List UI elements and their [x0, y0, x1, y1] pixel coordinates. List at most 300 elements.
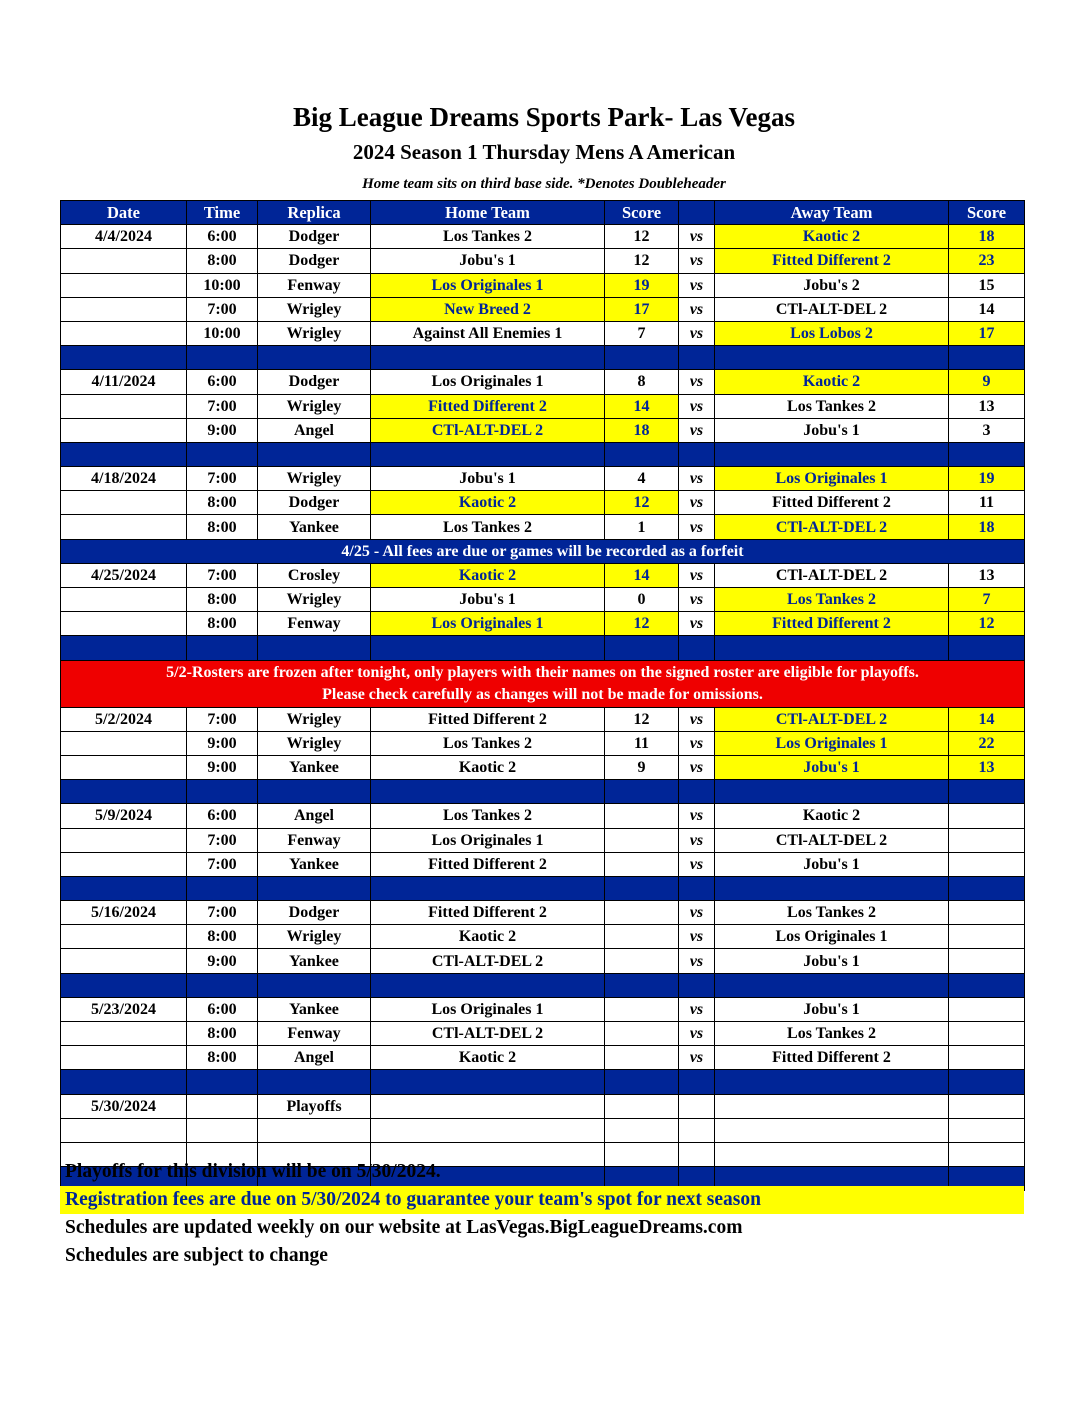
separator-cell	[605, 1070, 679, 1094]
separator-cell	[605, 636, 679, 660]
separator-cell	[371, 876, 605, 900]
versus-label: vs	[679, 418, 715, 442]
home-team	[371, 1118, 605, 1142]
away-score	[949, 852, 1025, 876]
game-time: 7:00	[187, 852, 258, 876]
home-team	[371, 1094, 605, 1118]
game-time: 7:00	[187, 828, 258, 852]
playoffs-note-text: Playoffs for this division will be on 5/30/2024.	[65, 1161, 441, 1182]
game-field: Wrigley	[258, 467, 371, 491]
away-score: 18	[949, 225, 1025, 249]
game-field: Yankee	[258, 515, 371, 539]
game-row	[61, 249, 1025, 273]
game-row	[61, 828, 1025, 852]
game-date: 5/9/2024	[61, 804, 187, 828]
separator-cell	[605, 973, 679, 997]
away-score	[949, 949, 1025, 973]
versus-label: vs	[679, 394, 715, 418]
versus-label: vs	[679, 467, 715, 491]
versus-label: vs	[679, 612, 715, 636]
away-score	[949, 1022, 1025, 1046]
separator-cell	[187, 442, 258, 466]
separator-cell	[258, 1070, 371, 1094]
away-score: 12	[949, 612, 1025, 636]
game-date: 4/25/2024	[61, 563, 187, 587]
versus-label: vs	[679, 515, 715, 539]
home-score: 7	[605, 321, 679, 345]
separator-cell	[187, 780, 258, 804]
game-date	[61, 612, 187, 636]
game-time: 6:00	[187, 804, 258, 828]
column-header-time: Time	[187, 201, 258, 225]
home-team: Jobu's 1	[371, 467, 605, 491]
home-team: Los Tankes 2	[371, 731, 605, 755]
home-team: Against All Enemies 1	[371, 321, 605, 345]
game-time: 6:00	[187, 370, 258, 394]
home-score: 17	[605, 297, 679, 321]
game-date	[61, 321, 187, 345]
game-date	[61, 1046, 187, 1070]
separator-cell	[61, 442, 187, 466]
separator-cell	[61, 346, 187, 370]
separator-cell	[187, 876, 258, 900]
game-row	[61, 755, 1025, 779]
away-team: Fitted Different 2	[715, 612, 949, 636]
game-row	[61, 588, 1025, 612]
versus-label: vs	[679, 852, 715, 876]
game-row	[61, 949, 1025, 973]
home-team: New Breed 2	[371, 297, 605, 321]
home-team: Fitted Different 2	[371, 852, 605, 876]
separator-cell	[371, 346, 605, 370]
versus-label: vs	[679, 370, 715, 394]
home-team: Kaotic 2	[371, 1046, 605, 1070]
away-team: CTl-ALT-DEL 2	[715, 828, 949, 852]
game-time: 6:00	[187, 997, 258, 1021]
game-row	[61, 707, 1025, 731]
away-team: Jobu's 1	[715, 852, 949, 876]
column-header-vs	[679, 201, 715, 225]
game-date: 5/23/2024	[61, 997, 187, 1021]
away-team: Kaotic 2	[715, 225, 949, 249]
away-score	[949, 804, 1025, 828]
separator-row	[61, 636, 1025, 660]
game-time	[187, 1118, 258, 1142]
away-team: Jobu's 1	[715, 949, 949, 973]
away-score: 23	[949, 249, 1025, 273]
game-row	[61, 467, 1025, 491]
home-score: 12	[605, 612, 679, 636]
game-field: Yankee	[258, 755, 371, 779]
game-date	[61, 249, 187, 273]
website-note	[60, 1214, 1024, 1242]
separator-cell	[679, 442, 715, 466]
game-date: 5/16/2024	[61, 901, 187, 925]
game-row	[61, 997, 1025, 1021]
home-team: Los Originales 1	[371, 997, 605, 1021]
game-row	[61, 394, 1025, 418]
game-row	[61, 297, 1025, 321]
separator-cell	[715, 346, 949, 370]
game-time: 7:00	[187, 563, 258, 587]
home-score	[605, 804, 679, 828]
home-team: Fitted Different 2	[371, 394, 605, 418]
separator-cell	[258, 636, 371, 660]
versus-label: vs	[679, 225, 715, 249]
home-score	[605, 828, 679, 852]
separator-cell	[371, 780, 605, 804]
home-team: CTl-ALT-DEL 2	[371, 418, 605, 442]
game-date	[61, 1022, 187, 1046]
game-row	[61, 491, 1025, 515]
game-field: Yankee	[258, 949, 371, 973]
separator-cell	[258, 973, 371, 997]
column-header-home-team: Home Team	[371, 201, 605, 225]
away-score	[949, 925, 1025, 949]
game-field: Fenway	[258, 828, 371, 852]
versus-label: vs	[679, 1046, 715, 1070]
game-field: Dodger	[258, 225, 371, 249]
away-team: CTl-ALT-DEL 2	[715, 563, 949, 587]
schedule-body	[61, 225, 1025, 1191]
away-score: 9	[949, 370, 1025, 394]
registration-note-text: Registration fees are due on 5/30/2024 to guarantee your team's spot for next season	[65, 1189, 761, 1210]
game-date	[61, 1118, 187, 1142]
home-team: CTl-ALT-DEL 2	[371, 1022, 605, 1046]
versus-label: vs	[679, 588, 715, 612]
roster-notice-line: Please check carefully as changes will not be made for omissions.	[322, 685, 763, 703]
game-time: 8:00	[187, 588, 258, 612]
separator-cell	[949, 636, 1025, 660]
separator-cell	[371, 1070, 605, 1094]
home-team: Los Originales 1	[371, 612, 605, 636]
game-date: 4/11/2024	[61, 370, 187, 394]
game-time: 9:00	[187, 949, 258, 973]
separator-cell	[715, 1070, 949, 1094]
roster-notice-row	[61, 660, 1025, 707]
game-time: 8:00	[187, 491, 258, 515]
game-field: Dodger	[258, 370, 371, 394]
game-row	[61, 321, 1025, 345]
home-team: CTl-ALT-DEL 2	[371, 949, 605, 973]
game-time: 8:00	[187, 1046, 258, 1070]
game-row	[61, 852, 1025, 876]
versus-label: vs	[679, 804, 715, 828]
column-header-away-score: Score	[949, 201, 1025, 225]
versus-label: vs	[679, 249, 715, 273]
versus-label: vs	[679, 563, 715, 587]
separator-cell	[61, 973, 187, 997]
game-row	[61, 1022, 1025, 1046]
game-date	[61, 297, 187, 321]
separator-row	[61, 442, 1025, 466]
away-team: Los Tankes 2	[715, 901, 949, 925]
schedule-change-note	[60, 1242, 1024, 1270]
home-team: Los Tankes 2	[371, 515, 605, 539]
home-team-note: Home team sits on third base side. *Denotes Doubleheader	[362, 176, 726, 192]
away-score: 18	[949, 515, 1025, 539]
home-score	[605, 949, 679, 973]
game-time: 8:00	[187, 612, 258, 636]
game-field: Yankee	[258, 852, 371, 876]
game-field: Wrigley	[258, 297, 371, 321]
playoffs-note	[60, 1158, 1024, 1186]
game-row	[61, 418, 1025, 442]
game-row	[61, 804, 1025, 828]
home-score	[605, 852, 679, 876]
away-team: Kaotic 2	[715, 370, 949, 394]
separator-cell	[371, 442, 605, 466]
game-field: Wrigley	[258, 321, 371, 345]
separator-cell	[258, 876, 371, 900]
home-score	[605, 1022, 679, 1046]
game-date: 4/4/2024	[61, 225, 187, 249]
game-row	[61, 731, 1025, 755]
game-date: 5/2/2024	[61, 707, 187, 731]
home-score: 19	[605, 273, 679, 297]
page-title: Big League Dreams Sports Park- Las Vegas	[292, 102, 796, 132]
game-field: Fenway	[258, 1022, 371, 1046]
game-date	[61, 273, 187, 297]
game-date: 5/30/2024	[61, 1094, 187, 1118]
game-time: 7:00	[187, 707, 258, 731]
game-time: 7:00	[187, 297, 258, 321]
away-team: Jobu's 1	[715, 755, 949, 779]
game-row	[61, 225, 1025, 249]
game-row	[61, 273, 1025, 297]
away-score	[949, 828, 1025, 852]
home-score	[605, 1094, 679, 1118]
versus-label: vs	[679, 901, 715, 925]
away-team: Los Tankes 2	[715, 588, 949, 612]
away-team: Los Originales 1	[715, 925, 949, 949]
separator-cell	[605, 876, 679, 900]
home-score: 8	[605, 370, 679, 394]
roster-notice	[61, 660, 1025, 707]
away-team: Los Tankes 2	[715, 394, 949, 418]
away-team: Los Originales 1	[715, 731, 949, 755]
game-time: 7:00	[187, 467, 258, 491]
home-team: Los Tankes 2	[371, 804, 605, 828]
column-header-away-team: Away Team	[715, 201, 949, 225]
game-time: 9:00	[187, 731, 258, 755]
game-time: 8:00	[187, 1022, 258, 1046]
home-score: 12	[605, 707, 679, 731]
away-score	[949, 1118, 1025, 1142]
separator-cell	[605, 780, 679, 804]
game-date: 4/18/2024	[61, 467, 187, 491]
game-field: Wrigley	[258, 731, 371, 755]
separator-cell	[949, 780, 1025, 804]
game-row	[61, 925, 1025, 949]
away-team: CTl-ALT-DEL 2	[715, 515, 949, 539]
game-date	[61, 588, 187, 612]
separator-cell	[949, 876, 1025, 900]
game-time	[187, 1094, 258, 1118]
away-team: Kaotic 2	[715, 804, 949, 828]
away-team: Fitted Different 2	[715, 1046, 949, 1070]
game-time: 10:00	[187, 321, 258, 345]
home-score	[605, 901, 679, 925]
home-score: 11	[605, 731, 679, 755]
separator-cell	[187, 346, 258, 370]
separator-row	[61, 346, 1025, 370]
game-field: Fenway	[258, 273, 371, 297]
separator-cell	[679, 636, 715, 660]
separator-cell	[949, 973, 1025, 997]
home-team: Los Originales 1	[371, 370, 605, 394]
separator-cell	[715, 780, 949, 804]
home-team: Los Originales 1	[371, 273, 605, 297]
home-score	[605, 997, 679, 1021]
away-score: 19	[949, 467, 1025, 491]
away-score	[949, 997, 1025, 1021]
game-date	[61, 852, 187, 876]
separator-cell	[679, 973, 715, 997]
separator-cell	[715, 636, 949, 660]
separator-row	[61, 876, 1025, 900]
separator-cell	[187, 1070, 258, 1094]
game-date	[61, 418, 187, 442]
away-score: 13	[949, 755, 1025, 779]
versus-label	[679, 1094, 715, 1118]
separator-cell	[258, 442, 371, 466]
away-team: Fitted Different 2	[715, 249, 949, 273]
home-team: Kaotic 2	[371, 925, 605, 949]
away-team: Jobu's 1	[715, 997, 949, 1021]
game-field: Yankee	[258, 997, 371, 1021]
separator-row	[61, 1070, 1025, 1094]
home-score: 4	[605, 467, 679, 491]
versus-label: vs	[679, 491, 715, 515]
page-subtitle: 2024 Season 1 Thursday Mens A American	[352, 140, 736, 164]
game-row	[61, 1046, 1025, 1070]
game-row	[61, 563, 1025, 587]
game-field: Dodger	[258, 249, 371, 273]
separator-cell	[61, 876, 187, 900]
separator-cell	[187, 973, 258, 997]
home-score	[605, 1046, 679, 1070]
home-score: 9	[605, 755, 679, 779]
column-header-home-score: Score	[605, 201, 679, 225]
game-date	[61, 925, 187, 949]
away-score: 22	[949, 731, 1025, 755]
away-score: 17	[949, 321, 1025, 345]
column-header-date: Date	[61, 201, 187, 225]
away-score: 13	[949, 563, 1025, 587]
separator-cell	[679, 780, 715, 804]
fee-notice-row	[61, 539, 1025, 563]
game-time: 7:00	[187, 901, 258, 925]
home-score	[605, 1118, 679, 1142]
home-score: 1	[605, 515, 679, 539]
separator-cell	[258, 346, 371, 370]
separator-row	[61, 780, 1025, 804]
home-score: 14	[605, 563, 679, 587]
versus-label: vs	[679, 731, 715, 755]
away-team	[715, 1094, 949, 1118]
away-team: Jobu's 2	[715, 273, 949, 297]
game-time: 9:00	[187, 418, 258, 442]
game-date	[61, 515, 187, 539]
game-time: 8:00	[187, 249, 258, 273]
away-score: 3	[949, 418, 1025, 442]
away-team: Los Originales 1	[715, 467, 949, 491]
away-score	[949, 1094, 1025, 1118]
game-time: 9:00	[187, 755, 258, 779]
game-field: Fenway	[258, 612, 371, 636]
game-row	[61, 370, 1025, 394]
separator-cell	[258, 780, 371, 804]
away-team: Jobu's 1	[715, 418, 949, 442]
versus-label: vs	[679, 707, 715, 731]
separator-cell	[679, 876, 715, 900]
separator-cell	[949, 346, 1025, 370]
home-team: Kaotic 2	[371, 491, 605, 515]
separator-cell	[371, 636, 605, 660]
separator-cell	[61, 636, 187, 660]
away-team	[715, 1118, 949, 1142]
away-score: 11	[949, 491, 1025, 515]
game-row	[61, 1118, 1025, 1142]
separator-cell	[61, 1070, 187, 1094]
versus-label	[679, 1118, 715, 1142]
separator-cell	[715, 973, 949, 997]
registration-note	[60, 1186, 1024, 1214]
fee-notice: 4/25 - All fees are due or games will be recorded as a forfeit	[61, 539, 1025, 563]
away-score: 13	[949, 394, 1025, 418]
home-team: Jobu's 1	[371, 588, 605, 612]
separator-cell	[605, 346, 679, 370]
home-team: Los Originales 1	[371, 828, 605, 852]
separator-cell	[949, 1070, 1025, 1094]
game-field: Angel	[258, 418, 371, 442]
schedule-table	[60, 200, 1025, 1191]
home-score: 12	[605, 491, 679, 515]
game-time: 6:00	[187, 225, 258, 249]
game-field: Crosley	[258, 563, 371, 587]
game-date	[61, 828, 187, 852]
versus-label: vs	[679, 925, 715, 949]
game-time: 7:00	[187, 394, 258, 418]
versus-label: vs	[679, 828, 715, 852]
game-date	[61, 731, 187, 755]
away-team: Fitted Different 2	[715, 491, 949, 515]
home-team: Fitted Different 2	[371, 707, 605, 731]
separator-cell	[679, 1070, 715, 1094]
game-time: 10:00	[187, 273, 258, 297]
away-team: CTl-ALT-DEL 2	[715, 707, 949, 731]
away-score	[949, 901, 1025, 925]
away-team: CTl-ALT-DEL 2	[715, 297, 949, 321]
game-date	[61, 949, 187, 973]
home-score: 18	[605, 418, 679, 442]
game-field: Angel	[258, 804, 371, 828]
separator-cell	[605, 442, 679, 466]
home-team: Kaotic 2	[371, 755, 605, 779]
game-field: Dodger	[258, 491, 371, 515]
separator-cell	[187, 636, 258, 660]
schedule-change-note-text: Schedules are subject to change	[65, 1245, 328, 1266]
versus-label: vs	[679, 297, 715, 321]
home-score: 12	[605, 249, 679, 273]
versus-label: vs	[679, 949, 715, 973]
website-note-text: Schedules are updated weekly on our website at LasVegas.BigLeagueDreams.com	[65, 1217, 743, 1238]
game-field: Angel	[258, 1046, 371, 1070]
versus-label: vs	[679, 755, 715, 779]
separator-cell	[949, 442, 1025, 466]
away-score: 15	[949, 273, 1025, 297]
